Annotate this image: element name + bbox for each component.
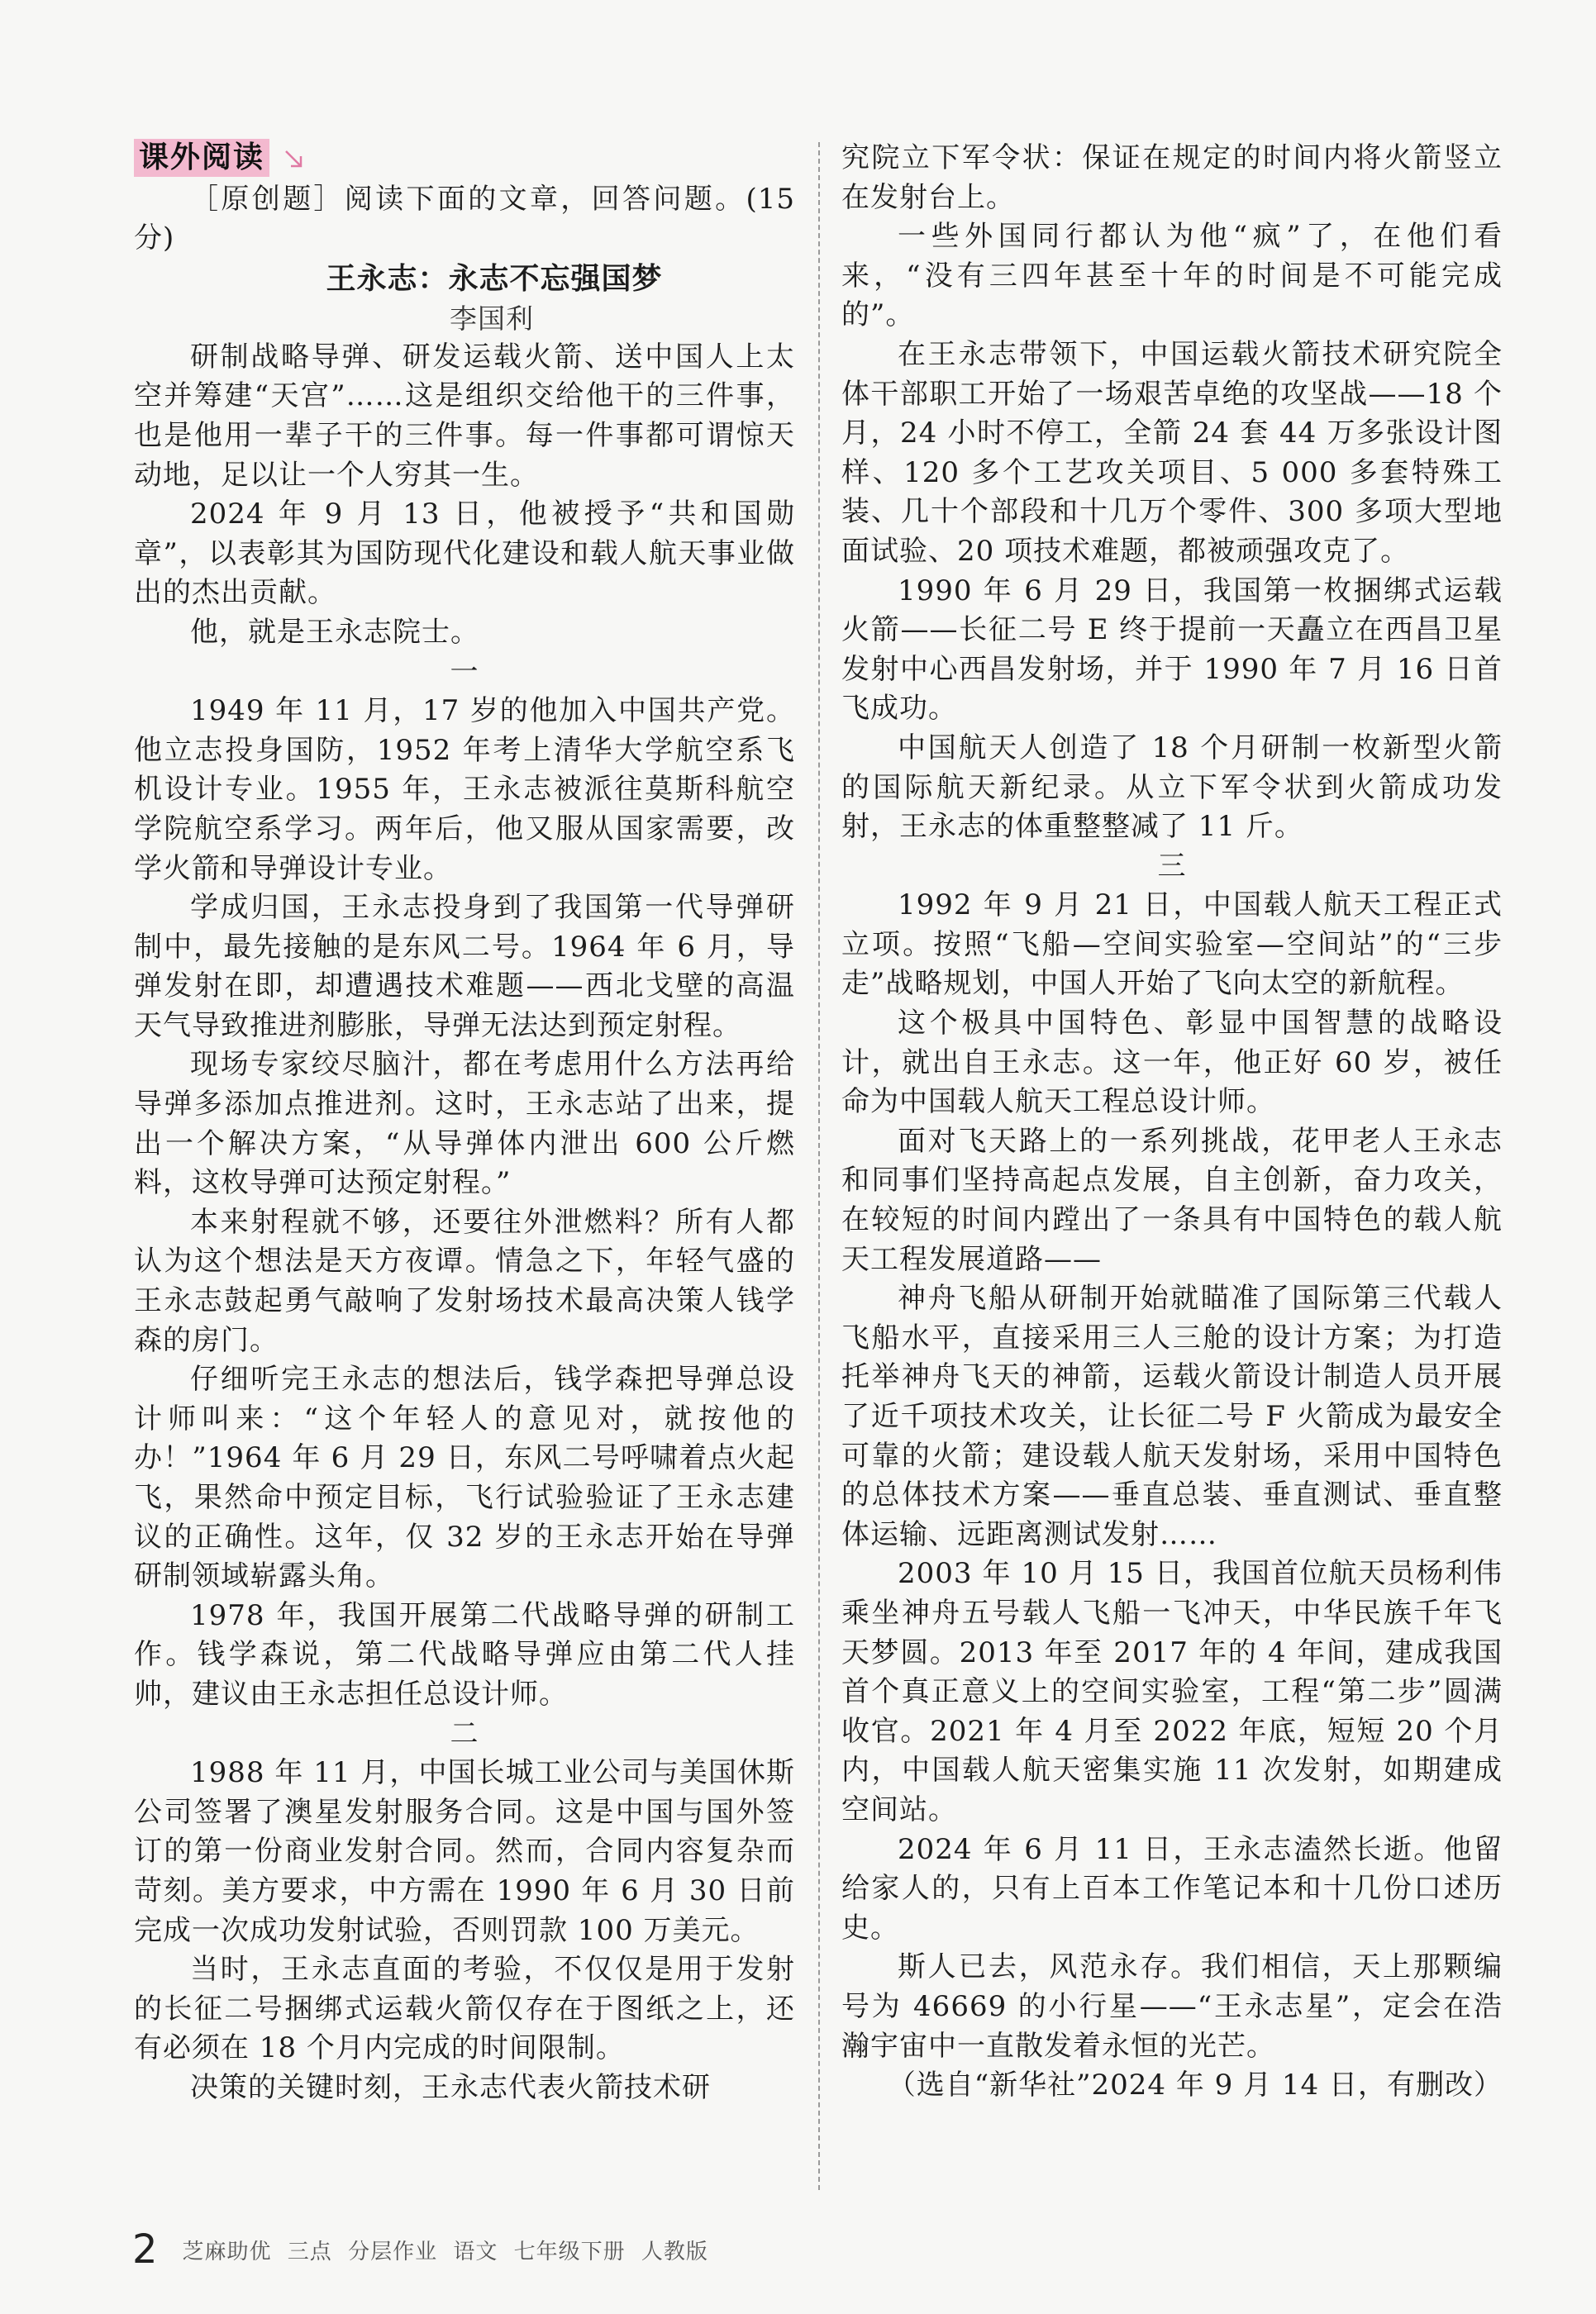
article-paragraph: 决策的关键时刻，王永志代表火箭技术研: [190, 2070, 711, 2104]
section-marker: 二: [450, 1716, 479, 1750]
article-paragraph: 现场专家绞尽脑汁，都在考虑用什么方法再给导弹多添加点推进剂。这时，王永志站了出来，提出一个解决方案，“从导弹体内泄出 600 公斤燃料，这枚导弹可达预定射程。”: [134, 1048, 795, 1200]
article-paragraph: 1949 年 11 月，17 岁的他加入中国共产党。他立志投身国防，1952 年考上清华大学航空系飞机设计专业。1955 年，王永志被派往莫斯科航空学院航空系学习。两年后，他又服从国家需要，改学火箭和导弹设计专业。: [134, 694, 795, 885]
source-citation: （选自“新华社”2024 年 9 月 14 日，有删改）: [887, 2069, 1503, 2102]
article-title: 王永志：永志不忘强国梦: [326, 261, 663, 296]
section-marker: 三: [1157, 849, 1187, 883]
article-paragraph: 仔细听完王永志的想法后，钱学森把导弹总设计师叫来：“这个年轻人的意见对，就按他的办！”1964 年 6 月 29 日，东风二号呼啸着点火起飞，果然命中预定目标，飞行试验验证了王永志建议的正确性。这年，仅 32 岁的王永志开始在导弹研制领域崭露头角。: [134, 1363, 795, 1593]
article-paragraph: 2003 年 10 月 15 日，我国首位航天员杨利伟乘坐神舟五号载人飞船一飞冲天，中华民族千年飞天梦圆。2013 年至 2017 年的 4 年间，建成我国首个真正意义上的空间实验室，工程“第二步”圆满收官。2021 年 4 月至 2022 年底，短短 20 个月内，中国载人航天密集实施 11 次发射，如期建成空间站。: [841, 1557, 1503, 1826]
article-paragraph: 斯人已去，风范永存。我们相信，天上那颗编号为 46669 的小行星——“王永志星”，定会在浩瀚宇宙中一直散发着永恒的光芒。: [841, 1950, 1503, 2063]
section-marker: 一: [450, 655, 479, 688]
page-footer: [132, 2225, 708, 2274]
article-paragraph: 他，就是王永志院士。: [190, 615, 479, 649]
article-paragraph: 在王永志带领下，中国运载火箭技术研究院全体干部职工开始了一场艰苦卓绝的攻坚战——18 个月，24 小时不停工，全箭 24 套 44 万多张设计图样、120 多个工艺攻关项目、5 000 多套特殊工装、几十个部段和十几万个零件、300 多项大型地面试验、20 项技术难题，都被顽强攻克了。: [841, 337, 1503, 568]
article-paragraph: 这个极具中国特色、彰显中国智慧的战略设计，就出自王永志。这一年，他正好 60 岁，被任命为中国载人航天工程总设计师。: [841, 1007, 1503, 1119]
article-paragraph: 神舟飞船从研制开始就瞄准了国际第三代载人飞船水平，直接采用三人三舱的设计方案；为打造托举神舟飞天的神箭，运载火箭设计制造人员开展了近千项技术攻关，让长征二号 F 火箭成为最安全可靠的火箭；建设载人航天发射场，采用中国特色的总体技术方案——垂直总装、垂直测试、垂直整体运输、远距离测试发射……: [841, 1282, 1503, 1551]
article-paragraph: 2024 年 6 月 11 日，王永志溘然长逝。他留给家人的，只有上百本工作笔记本和十几份口述历史。: [841, 1832, 1503, 1945]
article-paragraph: 1978 年，我国开展第二代战略导弹的研制工作。钱学森说，第二代战略导弹应由第二代人挂帅，建议由王永志担任总设计师。: [134, 1598, 795, 1711]
left-column: [134, 139, 795, 2108]
section-tag: 课外阅读: [134, 139, 269, 177]
page-number: 2: [132, 2226, 158, 2273]
right-column: [841, 139, 1503, 2106]
article-author: 李国利: [450, 302, 534, 335]
article-paragraph: 1988 年 11 月，中国长城工业公司与美国休斯公司签署了澳星发射服务合同。这是中国与国外签订的第一份商业发射合同。然而，合同内容复杂而苛刻。美方要求，中方需在 1990 年 6 月 30 日前完成一次成功发射试验，否则罚款 100 万美元。: [134, 1756, 795, 1947]
section-header: [134, 139, 795, 179]
article-paragraph: 学成归国，王永志投身到了我国第一代导弹研制中，最先接触的是东风二号。1964 年 6 月，导弹发射在即，却遭遇技术难题——西北戈壁的高温天气导致推进剂膨胀，导弹无法达到预定射程。: [134, 891, 795, 1042]
article-paragraph: 究院立下军令状：保证在规定的时间内将火箭竖立在发射台上。: [841, 141, 1503, 214]
footer-text: 芝麻助优 三点 分层作业 语文 七年级下册 人教版: [182, 2239, 708, 2264]
article-paragraph: 1992 年 9 月 21 日，中国载人航天工程正式立项。按照“飞船—空间实验室—空间站”的“三步走”战略规划，中国人开始了飞向太空的新航程。: [841, 888, 1503, 1001]
question-intro: ［原创题］阅读下面的文章，回答问题。(15 分): [134, 182, 795, 255]
article-paragraph: 2024 年 9 月 13 日，他被授予“共和国勋章”，以表彰其为国防现代化建设和载人航天事业做出的杰出贡献。: [134, 498, 795, 610]
article-paragraph: 当时，王永志直面的考验，不仅仅是用于发射的长征二号捆绑式运载火箭仅存在于图纸之上，还有必须在 18 个月内完成的时间限制。: [134, 1953, 795, 2065]
article-paragraph: 中国航天人创造了 18 个月研制一枚新型火箭的国际航天新纪录。从立下军令状到火箭成功发射，王永志的体重整整减了 11 斤。: [841, 731, 1503, 844]
article-paragraph: 一些外国同行都认为他“疯”了，在他们看来，“没有三四年甚至十年的时间是不可能完成的”。: [841, 220, 1503, 332]
article-paragraph: 面对飞天路上的一系列挑战，花甲老人王永志和同事们坚持高起点发展，自主创新，奋力攻关，在较短的时间内蹚出了一条具有中国特色的载人航天工程发展道路——: [841, 1124, 1503, 1276]
arrow-down-right-icon: [283, 148, 306, 171]
column-divider: [818, 142, 820, 2190]
article-paragraph: 本来射程就不够，还要往外泄燃料？所有人都认为这个想法是天方夜谭。情急之下，年轻气盛的王永志鼓起勇气敲响了发射场技术最高决策人钱学森的房门。: [134, 1205, 795, 1357]
article-paragraph: 1990 年 6 月 29 日，我国第一枚捆绑式运载火箭——长征二号 E 终于提前一天矗立在西昌卫星发射中心西昌发射场，并于 1990 年 7 月 16 日首飞成功。: [841, 574, 1503, 726]
article-paragraph: 研制战略导弹、研发运载火箭、送中国人上太空并筹建“天宫”……这是组织交给他干的三件事，也是他用一辈子干的三件事。每一件事都可谓惊天动地，足以让一个人穷其一生。: [134, 340, 795, 492]
